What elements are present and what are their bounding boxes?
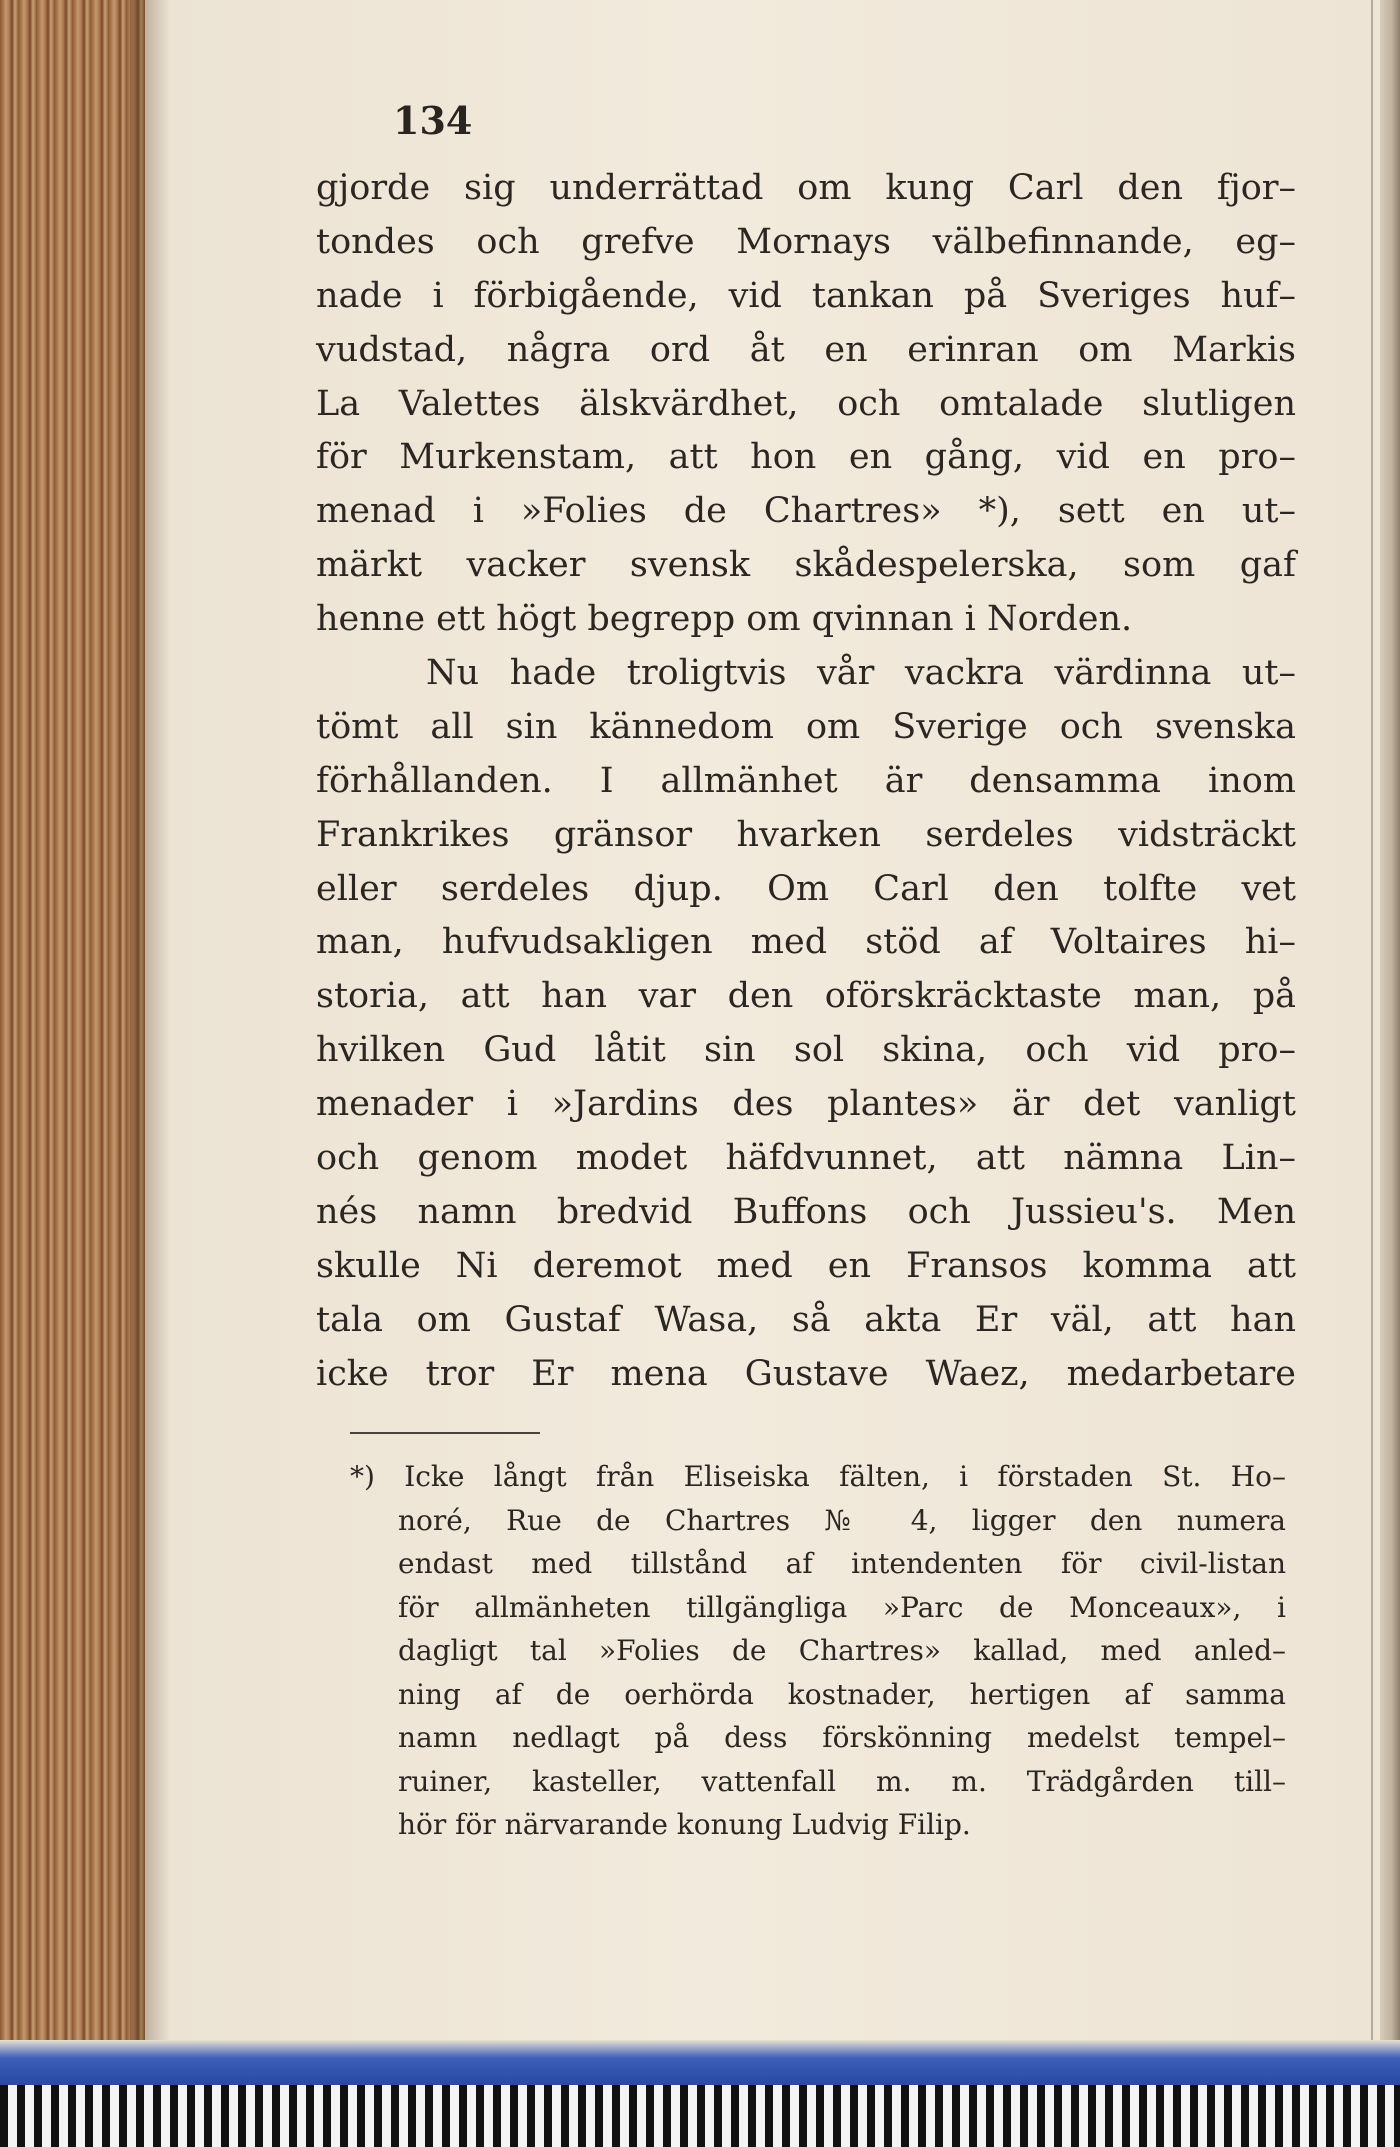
text-line: för Murkenstam, att hon en gång, vid en pro– [316, 437, 1296, 478]
scan-border-strip [0, 2040, 1400, 2085]
scanner-barcode-strip [0, 2085, 1400, 2147]
binding-shadow [130, 0, 170, 2060]
page-edge-line [1371, 0, 1373, 2060]
paragraph-start-line: Nu hade troligtvis vår vackra värdinna ut– [426, 653, 1296, 694]
page-number: 134 [393, 98, 473, 143]
footnote-line: endast med tillstånd af intendenten för civil-listan [398, 1547, 1286, 1580]
text-line: nade i förbigående, vid tankan på Sveriges huf– [316, 275, 1296, 316]
footnote-line: ning af de oerhörda kostnader, hertigen af samma [398, 1677, 1286, 1711]
footnote-line: för allmänheten tillgängliga »Parc de Monceaux», i [398, 1590, 1286, 1624]
text-line: gjorde sig underrättad om kung Carl den fjor– [316, 168, 1296, 208]
text-line: förhållanden. I allmänhet är densamma inom [316, 760, 1296, 801]
text-line: man, hufvudsakligen med stöd af Voltaires hi– [316, 922, 1296, 963]
text-line: tala om Gustaf Wasa, så akta Er väl, att han [316, 1299, 1296, 1340]
text-line: menad i »Folies de Chartres» *), sett en ut– [316, 491, 1296, 532]
text-line: Frankrikes gränsor hvarken serdeles vidsträckt [316, 814, 1296, 855]
text-line: och genom modet häfdvunnet, att nämna Lin– [316, 1138, 1296, 1179]
footnote-line: namn nedlagt på dess förskönning medelst tempel– [398, 1721, 1286, 1754]
text-line: skulle Ni deremot med en Fransos komma att [316, 1245, 1296, 1286]
footnote-line: dagligt tal »Folies de Chartres» kallad, med anled– [398, 1634, 1286, 1667]
page-stack-edge [1380, 0, 1400, 2060]
book-binding-edge [0, 0, 145, 2060]
footnote-line: *) Icke långt från Eliseiska fälten, i förstaden St. Ho– [350, 1460, 1286, 1493]
text-line: märkt vacker svensk skådespelerska, som gaf [316, 545, 1296, 586]
text-line: henne ett högt begrepp om qvinnan i Norden. [316, 599, 1133, 640]
text-line: icke tror Er mena Gustave Waez, medarbetare [316, 1353, 1296, 1394]
footnote-divider [350, 1432, 540, 1434]
text-line: hvilken Gud låtit sin sol skina, och vid pro– [316, 1030, 1296, 1071]
text-line: eller serdeles djup. Om Carl den tolfte vet [316, 868, 1296, 909]
footnote-line: ruiner, kasteller, vattenfall m. m. Trädgården till– [398, 1764, 1286, 1798]
footnote-line: hör för närvarande konung Ludvig Filip. [398, 1808, 971, 1841]
text-line: nés namn bredvid Buffons och Jussieu's. Men [316, 1191, 1296, 1232]
footnote-line: noré, Rue de Chartres № 4, ligger den numera [398, 1503, 1286, 1537]
text-line: tondes och grefve Mornays välbefinnande, eg– [316, 221, 1296, 262]
text-line: La Valettes älskvärdhet, och omtalade slutligen [316, 383, 1296, 424]
text-line: vudstad, några ord åt en erinran om Markis [316, 329, 1296, 370]
body-text [316, 162, 1296, 1401]
footnote [350, 1455, 1286, 1847]
text-line: menader i »Jardins des plantes» är det vanligt [316, 1084, 1296, 1125]
text-line: storia, att han var den oförskräcktaste man, på [316, 976, 1296, 1017]
text-line: tömt all sin kännedom om Sverige och svenska [316, 706, 1296, 747]
